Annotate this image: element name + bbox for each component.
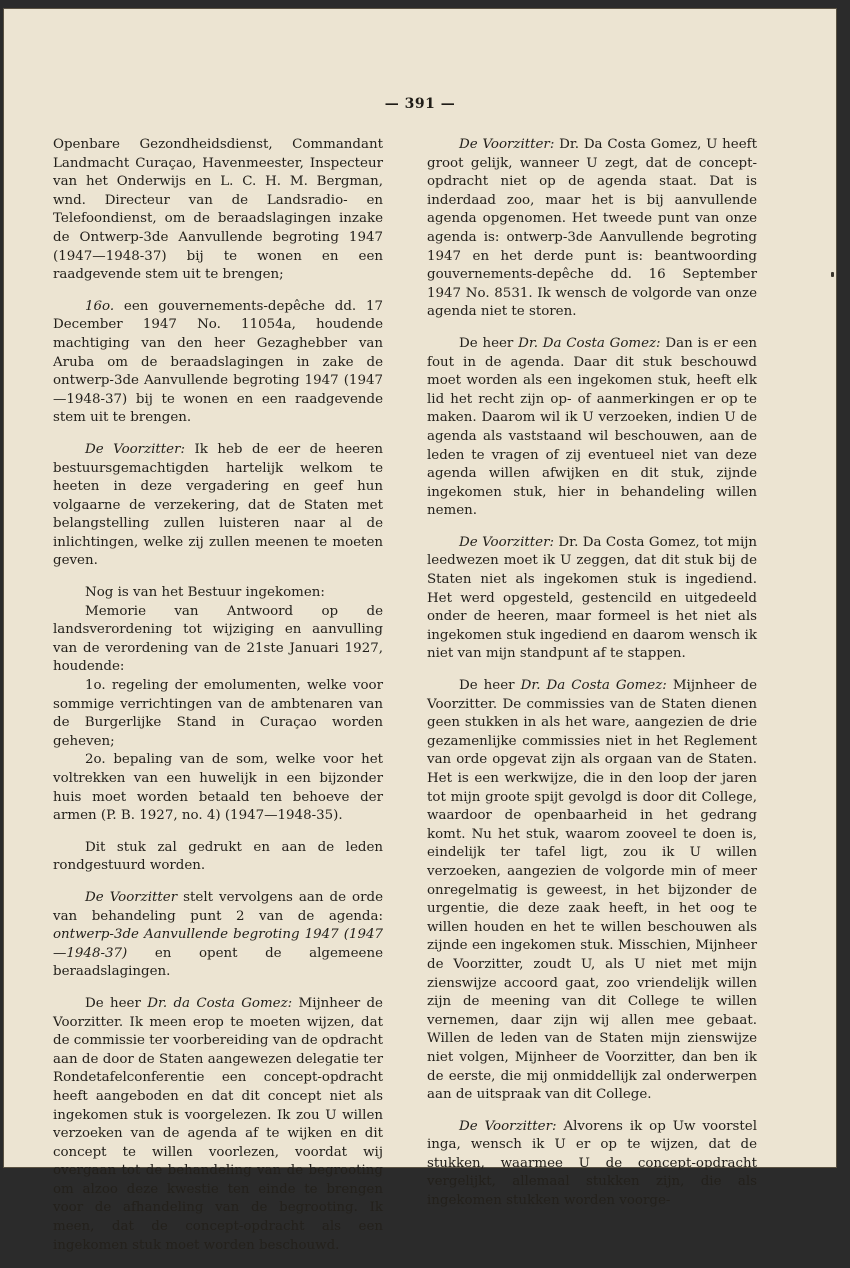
- speaker: Dr. Da Costa Gomez:: [520, 678, 667, 694]
- paragraph: De heer Dr. Da Costa Gomez: Mijnheer de Voorzitter. De commissies van de Staten dienen geen stukken in als het ware, aangezien de drie gezamenlijke commissies niet in het Reglement van orde opgevat zijn als orgaan van de Staten. Het is een werkwijze, die in den loop der jaren tot mijn groote spijt gevolgd is door dit College, waardoor de openbaarheid in het gedrang komt. Nu het stuk, waarom zooveel te doen is, eindelijk ter tafel ligt, zou ik U willen verzoeken, aangezien de volgorde min of meer onregelmatig is geweest, in het bijzonder de urgentie, die deze zaak heeft, in het oog te willen houden en het te willen beschouwen als zijnde een ingekomen stuk. Misschien, Mijnheer de Voorzitter, zoudt U, als U niet met mijn zienswijze accoord gaat, zoo vriendelijk willen zijn de meening van dit College te willen vernemen, daar zijn wij allen mee gebaat. Willen de leden van de Staten mijn zienswijze niet volgen, Mijnheer de Voorzitter, dan ben ik de eerste, die mij onmiddellijk zal onderwerpen aan de uitspraak van dit College.: [427, 678, 758, 1103]
- paragraph: Dit stuk zal gedrukt en aan de leden rondgestuurd worden.: [53, 839, 383, 874]
- paragraph: Nog is van het Bestuur ingekomen:: [85, 585, 325, 601]
- paragraph: De Voorzitter: Ik heb de eer de heeren bestuursgemachtigden hartelijk welkom te heeten in deze vergadering en geef hun volgaarne de verzekering, dat de Staten met belangstelling zullen luisteren naar al de inlichtingen, welke zij zullen meenen te moeten geven.: [53, 441, 383, 569]
- paragraph: De Voorzitter: Dr. Da Costa Gomez, tot mijn leedwezen moet ik U zeggen, dat dit stuk bij de Staten niet als ingekomen stuk is ingediend. Het werd opgesteld, gestencild en uitgedeeld onder de heeren, maar formeel is het niet als ingekomen stuk ingediend en daarom wensch ik niet van mijn standpunt af te stappen.: [427, 534, 758, 662]
- paragraph: De heer Dr. Da Costa Gomez: Dan is er een fout in de agenda. Daar dit stuk beschouwd moet worden als een ingekomen stuk, heeft elk lid het recht zijn op- of aanmerkingen er op te maken. Daarom wil ik U verzoeken, indien U de agenda als vaststaand wil beschouwen, aan de leden te vragen of zij eventueel niet van deze agenda willen afwijken en dit stuk, zijnde ingekomen stuk, hier in behandeling willen nemen.: [427, 335, 757, 519]
- margin-mark: [831, 272, 834, 277]
- paragraph: Memorie van Antwoord op de landsverordening tot wijziging en aanvulling van de verordening van de 21ste Januari 1927, houdende:: [53, 603, 383, 675]
- speaker: Dr. Da Costa Gomez:: [518, 335, 661, 351]
- right-column: [427, 136, 757, 1224]
- paragraph: De Voorzitter stelt vervolgens aan de orde van behandeling punt 2 van de agenda: ontwerp-3de Aanvullende begroting 1947 (1947—1948-37) en opent de algemeene beraadslagingen.: [53, 889, 384, 980]
- speaker: De Voorzitter:: [459, 1118, 557, 1134]
- paragraph: 1o. regeling der emolumenten, welke voor sommige verrichtingen van de ambtenaren van de Burgerlijke Stand in Curaçao worden geheven;: [53, 678, 383, 749]
- paragraph: Openbare Gezondheidsdienst, Commandant Landmacht Curaçao, Havenmeester, Inspecteur van het Onderwijs en L. C. H. M. Bergman, wnd. Directeur van de Landsradio- en Telefoondienst, om de beraadslagingen inzake de Ontwerp-3de Aanvullende begroting 1947 (1947—1948-37) bij te wonen en een raadgevende stem uit te brengen;: [53, 137, 383, 283]
- paragraph: De Voorzitter: Dr. Da Costa Gomez, U heeft groot gelijk, wanneer U zegt, dat de concept-opdracht niet op de agenda staat. Dat is inderdaad zoo, maar het is bij aanvullende agenda opgenomen. Het tweede punt van onze agenda is: ontwerp-3de Aanvullende begroting 1947 en het derde punt is: beantwoording gouvernements-depêche dd. 16 September 1947 No. 8531. Ik wensch de volgorde van onze agenda niet te storen.: [427, 137, 757, 320]
- speaker: De Voorzitter:: [85, 441, 186, 457]
- paragraph: De heer Dr. da Costa Gomez: Mijnheer de Voorzitter. Ik meen erop te moeten wijzen, dat de commissie ter voorbereiding van de opdracht aan de door de Staten aangewezen delegatie ter Rondetafelconferentie een concept-opdracht heeft aangeboden en dat dit concept niet als ingekomen stuk is voorgelezen. Ik zou U willen verzoeken van de agenda af te wijken en dit concept te willen voorlezen, voordat wij overgaan tot de behandeling van de begrooting om alzoo deze kwestie ten einde te brengen voor de afhandeling van de begrooting. Ik meen, dat de concept-opdracht als een ingekomen stuk moet worden beschouwd.: [53, 995, 383, 1253]
- speaker: De Voorzitter:: [459, 534, 554, 550]
- document-page: [3, 8, 837, 1253]
- agenda-item-title: ontwerp-3de Aanvullende begroting 1947 (1947—1948-37): [53, 927, 383, 961]
- paragraph: De Voorzitter: Alvorens ik op Uw voorstel inga, wensch ik U er op te wijzen, dat de stukken, waarmee U de concept-opdracht vergelijkt, allemaal stukken zijn, die als ingekomen stukken worden voorge-: [427, 1118, 757, 1209]
- left-column: [53, 136, 383, 1268]
- page-number: — 391 —: [384, 96, 456, 112]
- speaker: Dr. da Costa Gomez:: [147, 995, 293, 1011]
- speaker: De Voorzitter: [85, 889, 178, 905]
- paragraph: 2o. bepaling van de som, welke voor het voltrekken van een huwelijk in een bijzonder huis moet worden betaald ten behoeve der armen (P. B. 1927, no. 4) (1947—1948-35).: [53, 752, 383, 824]
- paragraph: 16o. een gouvernements-depêche dd. 17 December 1947 No. 11054a, houdende machtiging van den heer Gezaghebber van Aruba om de beraadslagingen in zake de ontwerp-3de Aanvullende begroting 1947 (1947—1948-37) bij te wonen en een raadgevende stem uit te brengen.: [53, 298, 383, 426]
- speaker: De Voorzitter:: [459, 137, 555, 152]
